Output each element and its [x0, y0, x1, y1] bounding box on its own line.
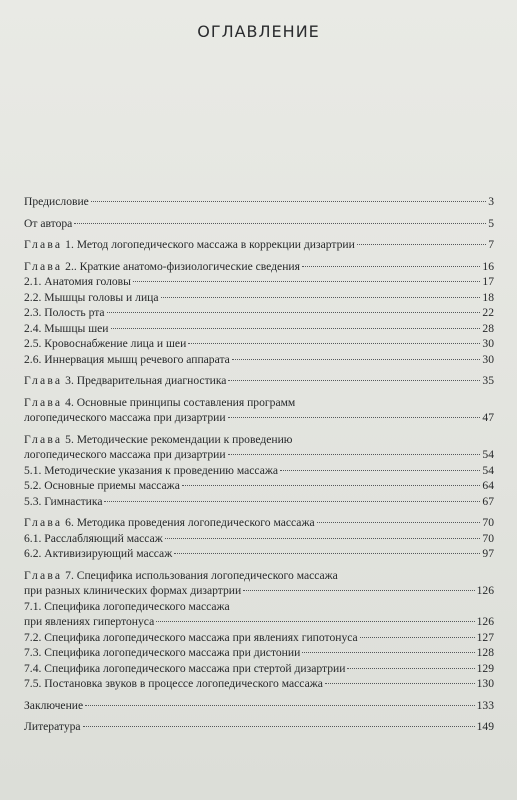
- page-number: 7: [488, 238, 494, 251]
- dot-leader: [357, 244, 486, 245]
- page-number: 3: [488, 195, 494, 208]
- toc-entry: [24, 463, 494, 479]
- page-number: 30: [482, 337, 494, 350]
- entry-title: 7.5. Постановка звуков в процессе логопедического массажа: [24, 677, 323, 690]
- entry-continuation: логопедического массажа при дизартрии: [24, 411, 226, 424]
- page-number: 70: [482, 516, 494, 529]
- entry-title: 2.. Краткие анатомо-физиологические сведения: [65, 259, 300, 273]
- entry-line: [24, 568, 494, 584]
- entry-line: [24, 676, 494, 692]
- entry-line: [24, 494, 494, 510]
- page-number: 64: [482, 479, 494, 492]
- page-number: 127: [476, 630, 494, 644]
- entry-line: [24, 336, 494, 352]
- table-of-contents: [24, 194, 494, 735]
- toc-entry: [24, 630, 494, 646]
- dot-leader: [74, 223, 486, 224]
- chapter-word: Глава: [24, 238, 63, 251]
- toc-entry: [24, 599, 494, 630]
- entry-line: [24, 373, 494, 389]
- dot-leader: [325, 683, 475, 684]
- entry-line: [24, 599, 494, 615]
- page-number: 54: [482, 463, 494, 477]
- entry-line: [24, 259, 494, 275]
- entry-title: От автора: [24, 216, 73, 230]
- entry-title: Заключение: [24, 698, 84, 712]
- entry-title: 7.3. Специфика логопедического массажа при дистонии: [24, 646, 301, 659]
- toc-entry: [24, 432, 494, 463]
- chapter-word: Глава: [24, 395, 63, 409]
- page-number: 30: [482, 352, 494, 366]
- dot-leader: [360, 637, 475, 638]
- toc-entry: [24, 698, 494, 714]
- dot-leader: [156, 621, 474, 622]
- toc-entry: [24, 676, 494, 692]
- page-number: 67: [482, 494, 494, 508]
- dot-leader: [302, 266, 480, 267]
- entry-line: [24, 531, 494, 547]
- toc-entry: [24, 568, 494, 599]
- toc-entry: [24, 321, 494, 337]
- entry-title: 6.1. Расслабляющий массаж: [24, 531, 163, 545]
- entry-line: [24, 305, 494, 321]
- dot-leader: [111, 328, 481, 329]
- dot-leader: [302, 652, 474, 653]
- toc-entry: [24, 237, 494, 253]
- toc-entry: [24, 661, 494, 677]
- toc-entry: [24, 194, 494, 210]
- dot-leader: [228, 380, 480, 381]
- toc-entry: [24, 216, 494, 232]
- entry-line: [24, 274, 494, 290]
- dot-leader: [83, 726, 475, 727]
- entry-title: 6. Методика проведения логопедического массажа: [65, 516, 315, 529]
- entry-line: [24, 719, 494, 735]
- dot-leader: [165, 538, 481, 539]
- dot-leader: [174, 553, 480, 554]
- entry-continuation: логопедического массажа при дизартрии: [24, 448, 226, 461]
- dot-leader: [91, 201, 486, 202]
- entry-line: [24, 216, 494, 232]
- toc-entry: [24, 305, 494, 321]
- toc-entry: [24, 546, 494, 562]
- entry-line: [24, 546, 494, 562]
- toc-entry: [24, 531, 494, 547]
- entry-continuation-line: [24, 447, 494, 463]
- page-number: 129: [476, 661, 494, 675]
- entry-continuation: при разных клинических формах дизартрии: [24, 584, 242, 597]
- page-number: 35: [482, 374, 494, 387]
- chapter-word: Глава: [24, 432, 63, 446]
- toc-entry: [24, 645, 494, 661]
- entry-title: 7.1. Специфика логопедического массажа: [24, 599, 230, 613]
- dot-leader: [104, 501, 480, 502]
- entry-line: [24, 661, 494, 677]
- toc-entry: [24, 336, 494, 352]
- entry-continuation: при явлениях гипертонуса: [24, 615, 155, 628]
- chapter-word: Глава: [24, 374, 63, 387]
- entry-title: 2.2. Мышцы головы и лица: [24, 290, 159, 304]
- page-number: 128: [476, 646, 494, 659]
- chapter-word: Глава: [24, 259, 63, 273]
- entry-line: [24, 352, 494, 368]
- entry-title: 3. Предварительная диагностика: [65, 374, 227, 387]
- page-number: 16: [482, 259, 494, 273]
- entry-continuation-line: [24, 583, 494, 599]
- toc-entry: [24, 395, 494, 426]
- entry-title: 5.1. Методические указания к проведению массажа: [24, 463, 279, 477]
- entry-title: 2.6. Иннервация мышц речевого аппарата: [24, 352, 230, 366]
- entry-title: Литература: [24, 720, 81, 733]
- entry-line: [24, 237, 494, 253]
- toc-entry: [24, 274, 494, 290]
- entry-title: 2.5. Кровоснабжение лица и шеи: [24, 337, 187, 350]
- entry-line: [24, 478, 494, 494]
- toc-entry: [24, 478, 494, 494]
- dot-leader: [161, 297, 481, 298]
- toc-entry: [24, 494, 494, 510]
- dot-leader: [182, 485, 481, 486]
- entry-title: 2.1. Анатомия головы: [24, 275, 131, 288]
- dot-leader: [280, 470, 480, 471]
- entry-line: [24, 515, 494, 531]
- entry-line: [24, 395, 494, 411]
- entry-line: [24, 321, 494, 337]
- dot-leader: [133, 281, 480, 282]
- page-number: 149: [476, 720, 494, 733]
- dot-leader: [228, 454, 481, 455]
- entry-title: 1. Метод логопедического массажа в коррекции дизартрии: [65, 238, 355, 251]
- toc-entry: [24, 290, 494, 306]
- page-number: 70: [482, 531, 494, 545]
- page-number: 22: [482, 306, 494, 319]
- entry-line: [24, 463, 494, 479]
- entry-title: 5. Методические рекомендации к проведению: [65, 432, 293, 446]
- toc-entry: [24, 719, 494, 735]
- page-number: 126: [476, 615, 494, 628]
- entry-title: 7.4. Специфика логопедического массажа при стертой дизартрии: [24, 661, 346, 675]
- entry-line: [24, 645, 494, 661]
- dot-leader: [317, 522, 481, 523]
- toc-entry: [24, 515, 494, 531]
- entry-title: 7. Специфика использования логопедического массажа: [65, 568, 338, 582]
- chapter-word: Глава: [24, 568, 63, 582]
- page-number: 54: [482, 448, 494, 461]
- page-number: 47: [482, 411, 494, 424]
- entry-title: 4. Основные принципы составления программ: [65, 395, 296, 409]
- entry-line: [24, 432, 494, 448]
- dot-leader: [243, 590, 474, 591]
- entry-title: Предисловие: [24, 195, 89, 208]
- dot-leader: [107, 312, 481, 313]
- entry-title: 6.2. Активизирующий массаж: [24, 547, 173, 560]
- entry-continuation-line: [24, 410, 494, 426]
- page-number: 130: [476, 677, 494, 690]
- entry-title: 5.2. Основные приемы массажа: [24, 479, 180, 492]
- page-number: 28: [482, 321, 494, 335]
- page-number: 126: [476, 584, 494, 597]
- toc-entry: [24, 352, 494, 368]
- dot-leader: [347, 668, 474, 669]
- page-title: ОГЛАВЛЕНИЕ: [197, 22, 320, 41]
- chapter-word: Глава: [24, 516, 63, 529]
- entry-title: 5.3. Гимнастика: [24, 494, 103, 508]
- entry-line: [24, 290, 494, 306]
- entry-continuation-line: [24, 614, 494, 630]
- entry-title: 7.2. Специфика логопедического массажа при явлениях гипотонуса: [24, 630, 358, 644]
- page-number: 97: [482, 547, 494, 560]
- entry-line: [24, 630, 494, 646]
- dot-leader: [228, 417, 481, 418]
- entry-line: [24, 194, 494, 210]
- page-number: 17: [482, 275, 494, 288]
- toc-entry: [24, 259, 494, 275]
- dot-leader: [85, 705, 474, 706]
- page-number: 18: [482, 290, 494, 304]
- entry-title: 2.3. Полость рта: [24, 306, 105, 319]
- entry-line: [24, 698, 494, 714]
- entry-title: 2.4. Мышцы шеи: [24, 321, 109, 335]
- page-number: 133: [476, 698, 494, 712]
- toc-entry: [24, 373, 494, 389]
- page-number: 5: [488, 216, 494, 230]
- dot-leader: [188, 343, 480, 344]
- dot-leader: [232, 359, 481, 360]
